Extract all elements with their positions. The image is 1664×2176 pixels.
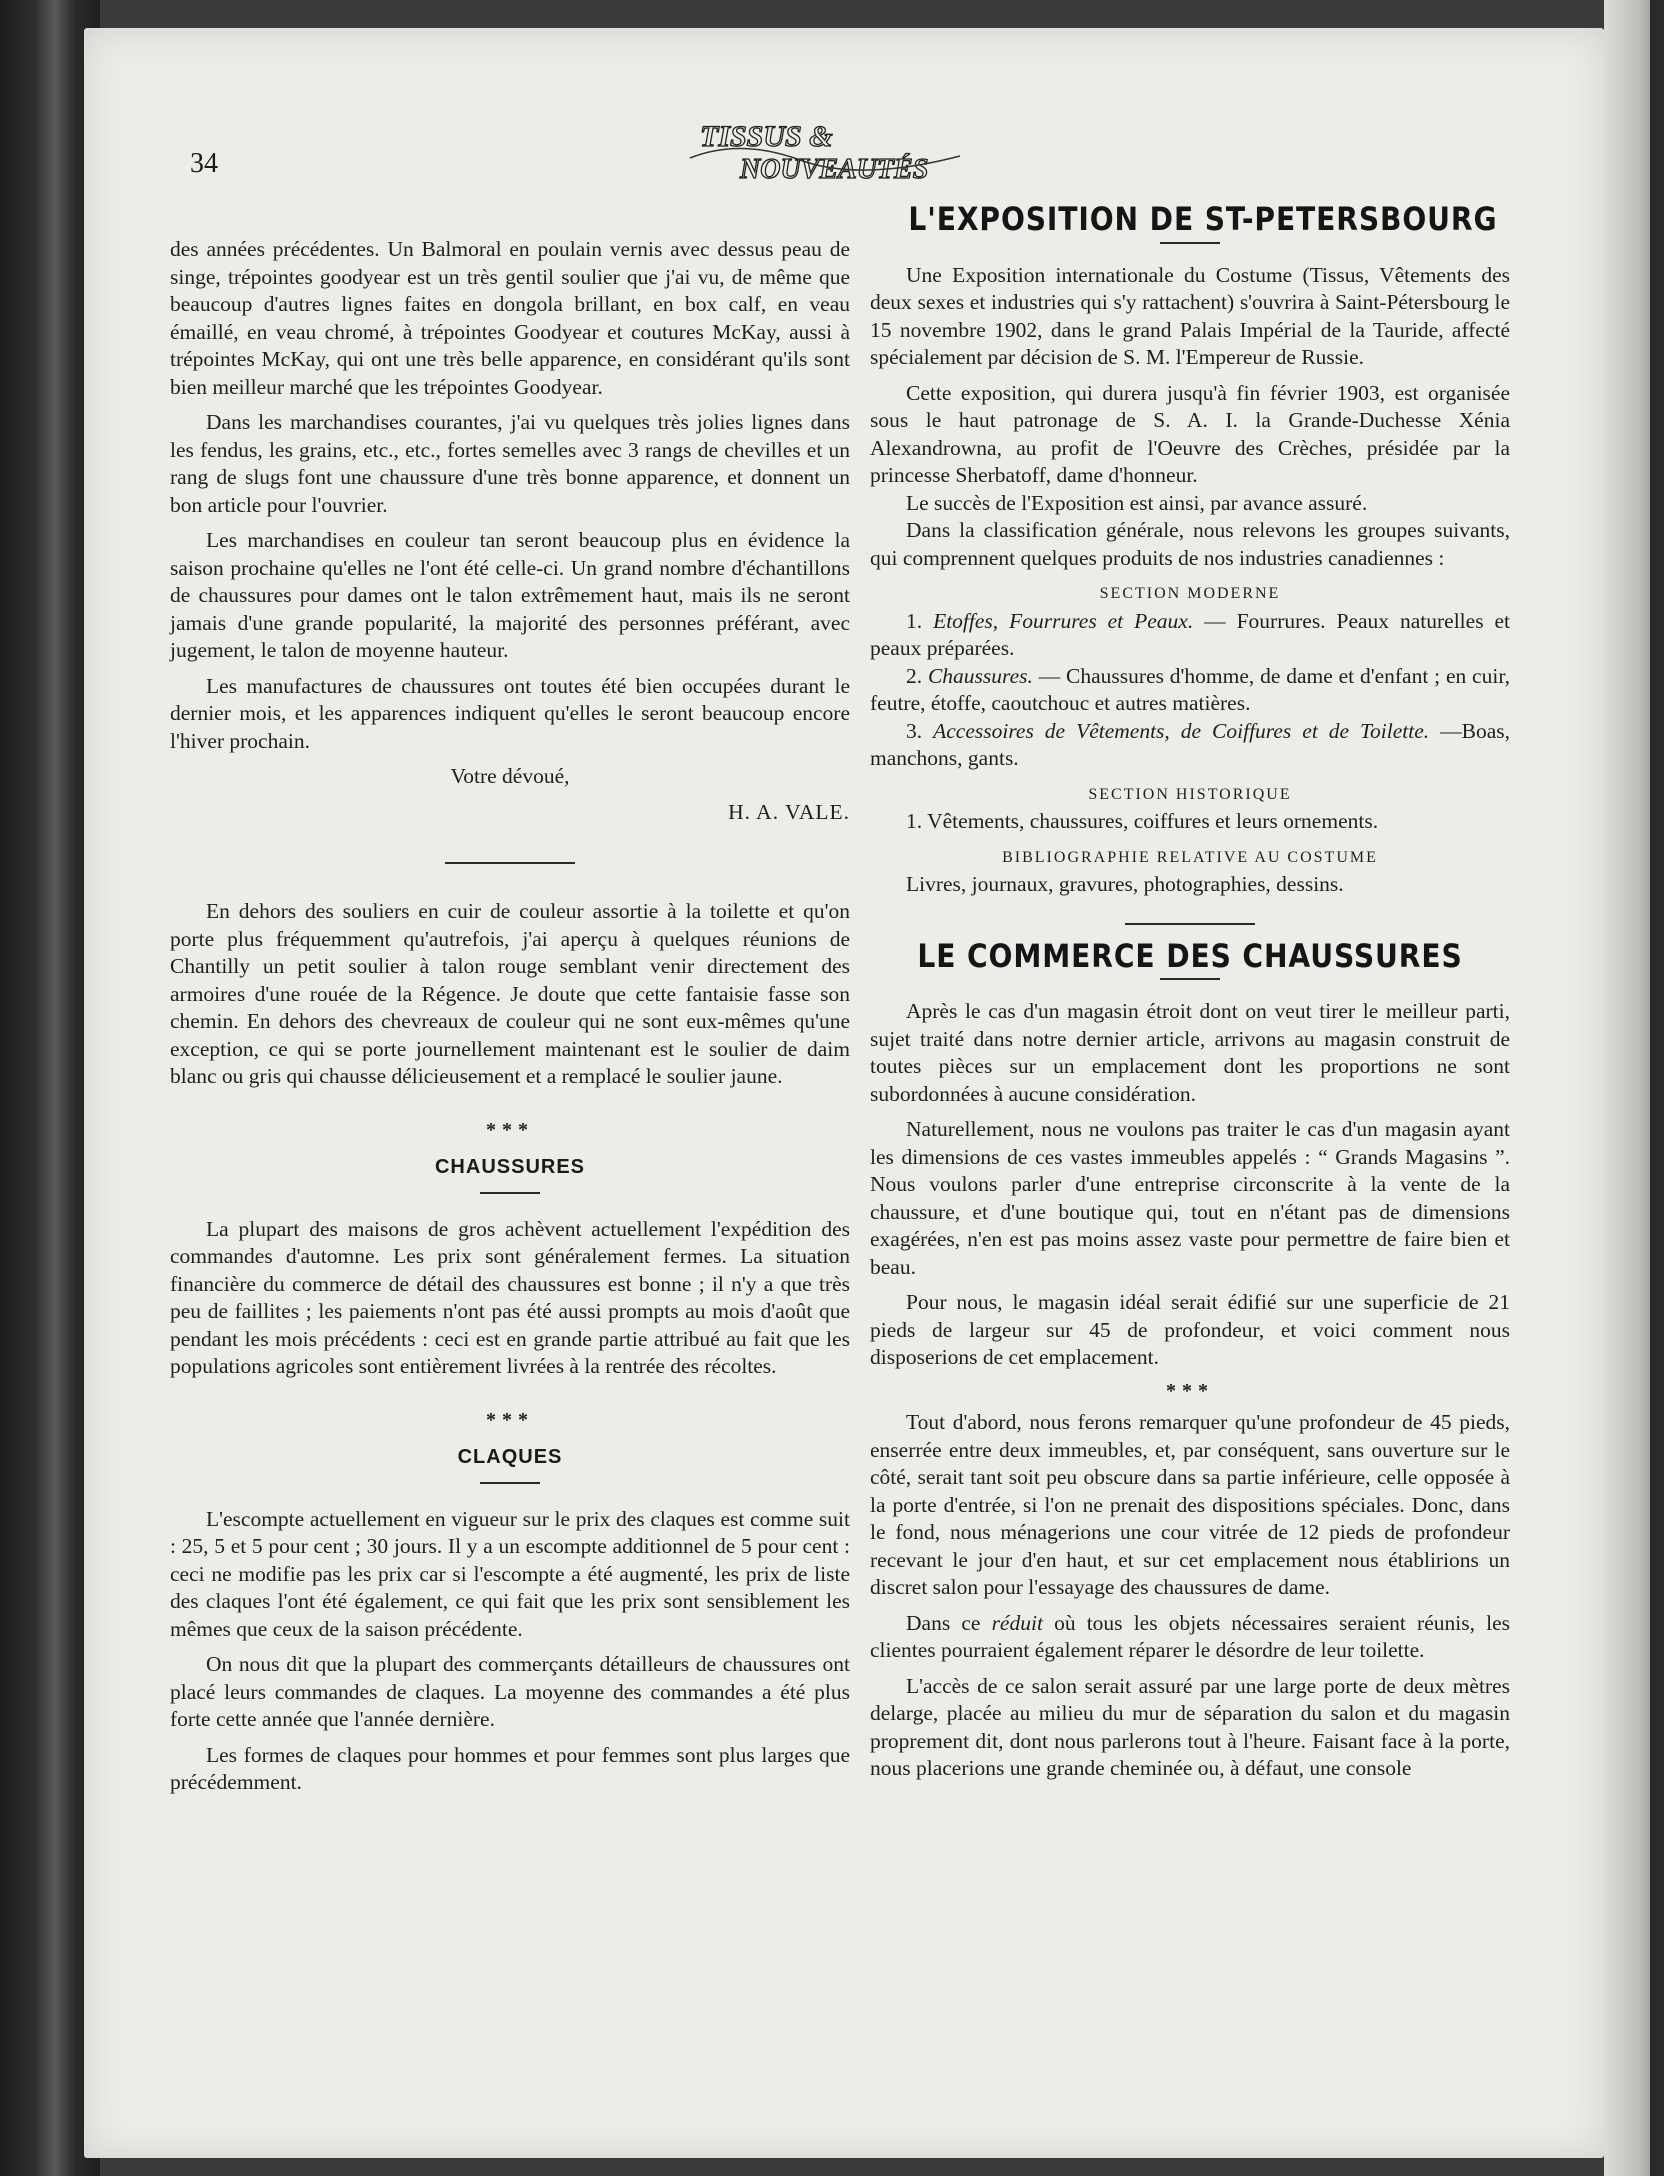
paragraph: Après le cas d'un magasin étroit dont on veut tirer le meilleur parti, sujet traité dans notre dernier article, arrivons au magasin construit de toutes pièces sur un emplacement dont les proportions ne sont subordonnées à aucune considération.	[870, 999, 1510, 1106]
divider	[1160, 242, 1220, 244]
headline-exposition: L'EXPOSITION DE ST-PETERSBOURG	[908, 200, 1498, 238]
svg-text:NOUVEAUTÉS: NOUVEAUTÉS	[740, 154, 929, 185]
paragraph: Les formes de claques pour hommes et pour femmes sont plus larges que précédemment.	[170, 1742, 850, 1794]
right-column	[870, 200, 1511, 1783]
divider	[480, 1192, 540, 1194]
paragraph: Les marchandises en couleur tan seront beaucoup plus en évidence la saison prochaine qu'elles ne l'ont été celle-ci. Un grand nombre d'échantillons de chaussures pour dames ont le talon extrêmement haut, mais ils ne seront jamais d'une grande popularité, la majorité des personnes préférant, avec jugement, le talon de moyenne hauteur.	[170, 528, 850, 662]
list-item: 1. Vêtements, chaussures, coiffures et leurs ornements.	[906, 809, 1379, 833]
masthead-logo	[680, 108, 980, 188]
paragraph: Dans ce réduit où tous les objets nécessaires seraient réunis, les clientes pourraient également réparer le désordre de leur toilette.	[870, 1610, 1510, 1662]
paragraph: L'escompte actuellement en vigueur sur le prix des claques est comme suit : 25, 5 et 5 pour cent ; 30 jours. Il y a un escompte additionnel de 5 pour cent : ceci ne modifie pas les prix car si l'escompte a été augmenté, les prix de liste des claques l'ont été également, ce qui fait que les prix sont sensiblement les mêmes que ceux de la saison précédente.	[170, 1506, 850, 1641]
paragraph: Les manufactures de chaussures ont toutes été bien occupées durant le dernier mois, et les apparences indiquent qu'elles le seront beaucoup encore l'hiver prochain.	[170, 673, 850, 753]
paragraph: On nous dit que la plupart des commerçants détailleurs de chaussures ont placé leurs commandes de claques. La moyenne des commandes a été plus forte cette année que l'année dernière.	[170, 1652, 850, 1731]
section-ornament: ***	[486, 1408, 534, 1431]
paragraph: Une Exposition internationale du Costume (Tissus, Vêtements des deux sexes et industries qui s'y rattachent) s'ouvrira à Saint-Pétersbourg le 15 novembre 1902, dans le grand Palais Impérial de la Tauride, affecté spécialement par décision de S. M. l'Empereur de Russie.	[870, 262, 1510, 369]
paragraph: Pour nous, le magasin idéal serait édifié sur une superficie de 21 pieds de largeur sur 45 de profondeur, et voici comment nous disposerions de cet emplacement.	[870, 1290, 1510, 1369]
svg-text:TISSUS &: TISSUS &	[700, 120, 833, 153]
paragraph: Le succès de l'Exposition est ainsi, par avance assuré.	[906, 490, 1368, 515]
section-ornament: ***	[1166, 1379, 1214, 1402]
section-label: SECTION HISTORIQUE	[1088, 785, 1292, 803]
section-label: BIBLIOGRAPHIE RELATIVE AU COSTUME	[1002, 848, 1378, 866]
list-item: 1. Etoffes, Fourrures et Peaux. — Fourrures. Peaux naturelles et peaux préparées.	[870, 608, 1511, 660]
heading-chaussures: CHAUSSURES	[434, 1156, 586, 1178]
paragraph: des années précédentes. Un Balmoral en poulain vernis avec dessus peau de singe, trépointes goodyear est un très gentil soulier que j'ai vu, de même que beaucoup d'autres lignes faites en dongola brillant, en box calf, en veau émaillé, en veau chromé, à trépointes Goodyear et coutures McKay, aussi à trépointes McKay, qui ont une très belle apparence, en considérant qu'ils sont bien meilleur marché que les trépointes Goodyear.	[170, 237, 850, 399]
paragraph: Cette exposition, qui durera jusqu'à fin février 1903, est organisée sous le haut patronage de S. A. I. la Grande-Duchesse Xénia Alexandrowna, au profit de l'Oeuvre des Crèches, présidée par la princesse Sherbatoff, dame d'honneur.	[870, 380, 1510, 487]
paragraph: La plupart des maisons de gros achèvent actuellement l'expédition des commandes d'automne. Les prix sont généralement fermes. La situation financière du commerce de détail des chaussures est bonne ; il n'y a que très peu de faillites ; les paiements n'ont pas été aussi prompts au mois d'août que pendant les mois précédents : ceci est en grande partie attribué au fait que les populations agricoles sont entièrement livrées à la rentrée des récoltes.	[170, 1216, 850, 1378]
list-item: Livres, journaux, gravures, photographies, dessins.	[906, 872, 1344, 896]
divider	[480, 1482, 540, 1484]
divider	[445, 862, 575, 864]
paragraph: Naturellement, nous ne voulons pas traiter le cas d'un magasin ayant les dimensions de ces vastes immeubles appelés : “ Grands Magasins ”. Nous voulons parler d'une entreprise circonscrite à la vente de la chaussure, et d'une boutique qui, tout en n'étant pas de dimensions exagérées, n'en est pas moins assez vaste pour permettre de faire bien et beau.	[870, 1117, 1510, 1279]
page-edge	[1604, 0, 1664, 2176]
list-item: 3. Accessoires de Vêtements, de Coiffures et de Toilette. —Boas, manchons, gants.	[870, 718, 1510, 770]
paragraph: L'accès de ce salon serait assuré par une large porte de deux mètres delarge, placée au milieu du mur de séparation du salon et du magasin proprement dit, dont nous parlerons tout à l'heure. Faisant face à la porte, nous placerions une grande cheminée ou, à défaut, une console	[870, 1673, 1510, 1780]
section-label: SECTION MODERNE	[1099, 585, 1281, 602]
signature: H. A. VALE.	[728, 799, 850, 824]
signoff: Votre dévoué,	[450, 764, 570, 788]
section-ornament: ***	[486, 1118, 534, 1141]
headline-commerce: LE COMMERCE DES CHAUSSURES	[917, 936, 1463, 975]
heading-claques: CLAQUES	[457, 1446, 563, 1468]
page-number: 34	[190, 148, 218, 179]
paragraph: Tout d'abord, nous ferons remarquer qu'une profondeur de 45 pieds, enserrée entre deux immeubles, et, par conséquent, sans ouverture sur le côté, serait tant soit peu obscure dans sa partie inférieure, celle opposée à la porte d'entrée, si l'on ne prenait des dispositions spéciales. Donc, dans le fond, nous ménagerions une cour vitrée de 12 pieds de profondeur recevant le jour d'en haut, et sur cet emplacement nous établirions un discret salon pour l'essayage des chaussures de dame.	[870, 1410, 1510, 1599]
paragraph: Dans les marchandises courantes, j'ai vu quelques très jolies lignes dans les fendus, les grains, etc., etc., fortes semelles avec 3 rangs de chevilles et un rang de slugs font une chaussure d'une très bonne apparence, et donnent un bon article pour l'ouvrier.	[170, 410, 850, 517]
list-item: 2. Chaussures. — Chaussures d'homme, de dame et d'enfant ; en cuir, feutre, étoffe, caoutchouc et autres matières.	[870, 663, 1510, 715]
divider	[1125, 923, 1255, 925]
paragraph: En dehors des souliers en cuir de couleur assortie à la toilette et qu'on porte plus fréquemment qu'autrefois, j'ai aperçu à quelques réunions de Chantilly un petit soulier à talon rouge semblant venir directement des armoires d'une rouée de la Régence. Je doute que cette fantaisie fasse son chemin. En dehors des chevreaux de couleur qui ne sont eux-mêmes qu'une exception, ce qui se porte journellement maintenant est le soulier de daim blanc ou gris qui chausse délicieusement et a remplacé le soulier jaune.	[170, 899, 850, 1088]
left-column	[170, 236, 850, 1797]
divider	[1160, 978, 1220, 980]
paragraph: Dans la classification générale, nous relevons les groupes suivants, qui comprennent quelques produits de nos industries canadiennes :	[870, 518, 1510, 570]
